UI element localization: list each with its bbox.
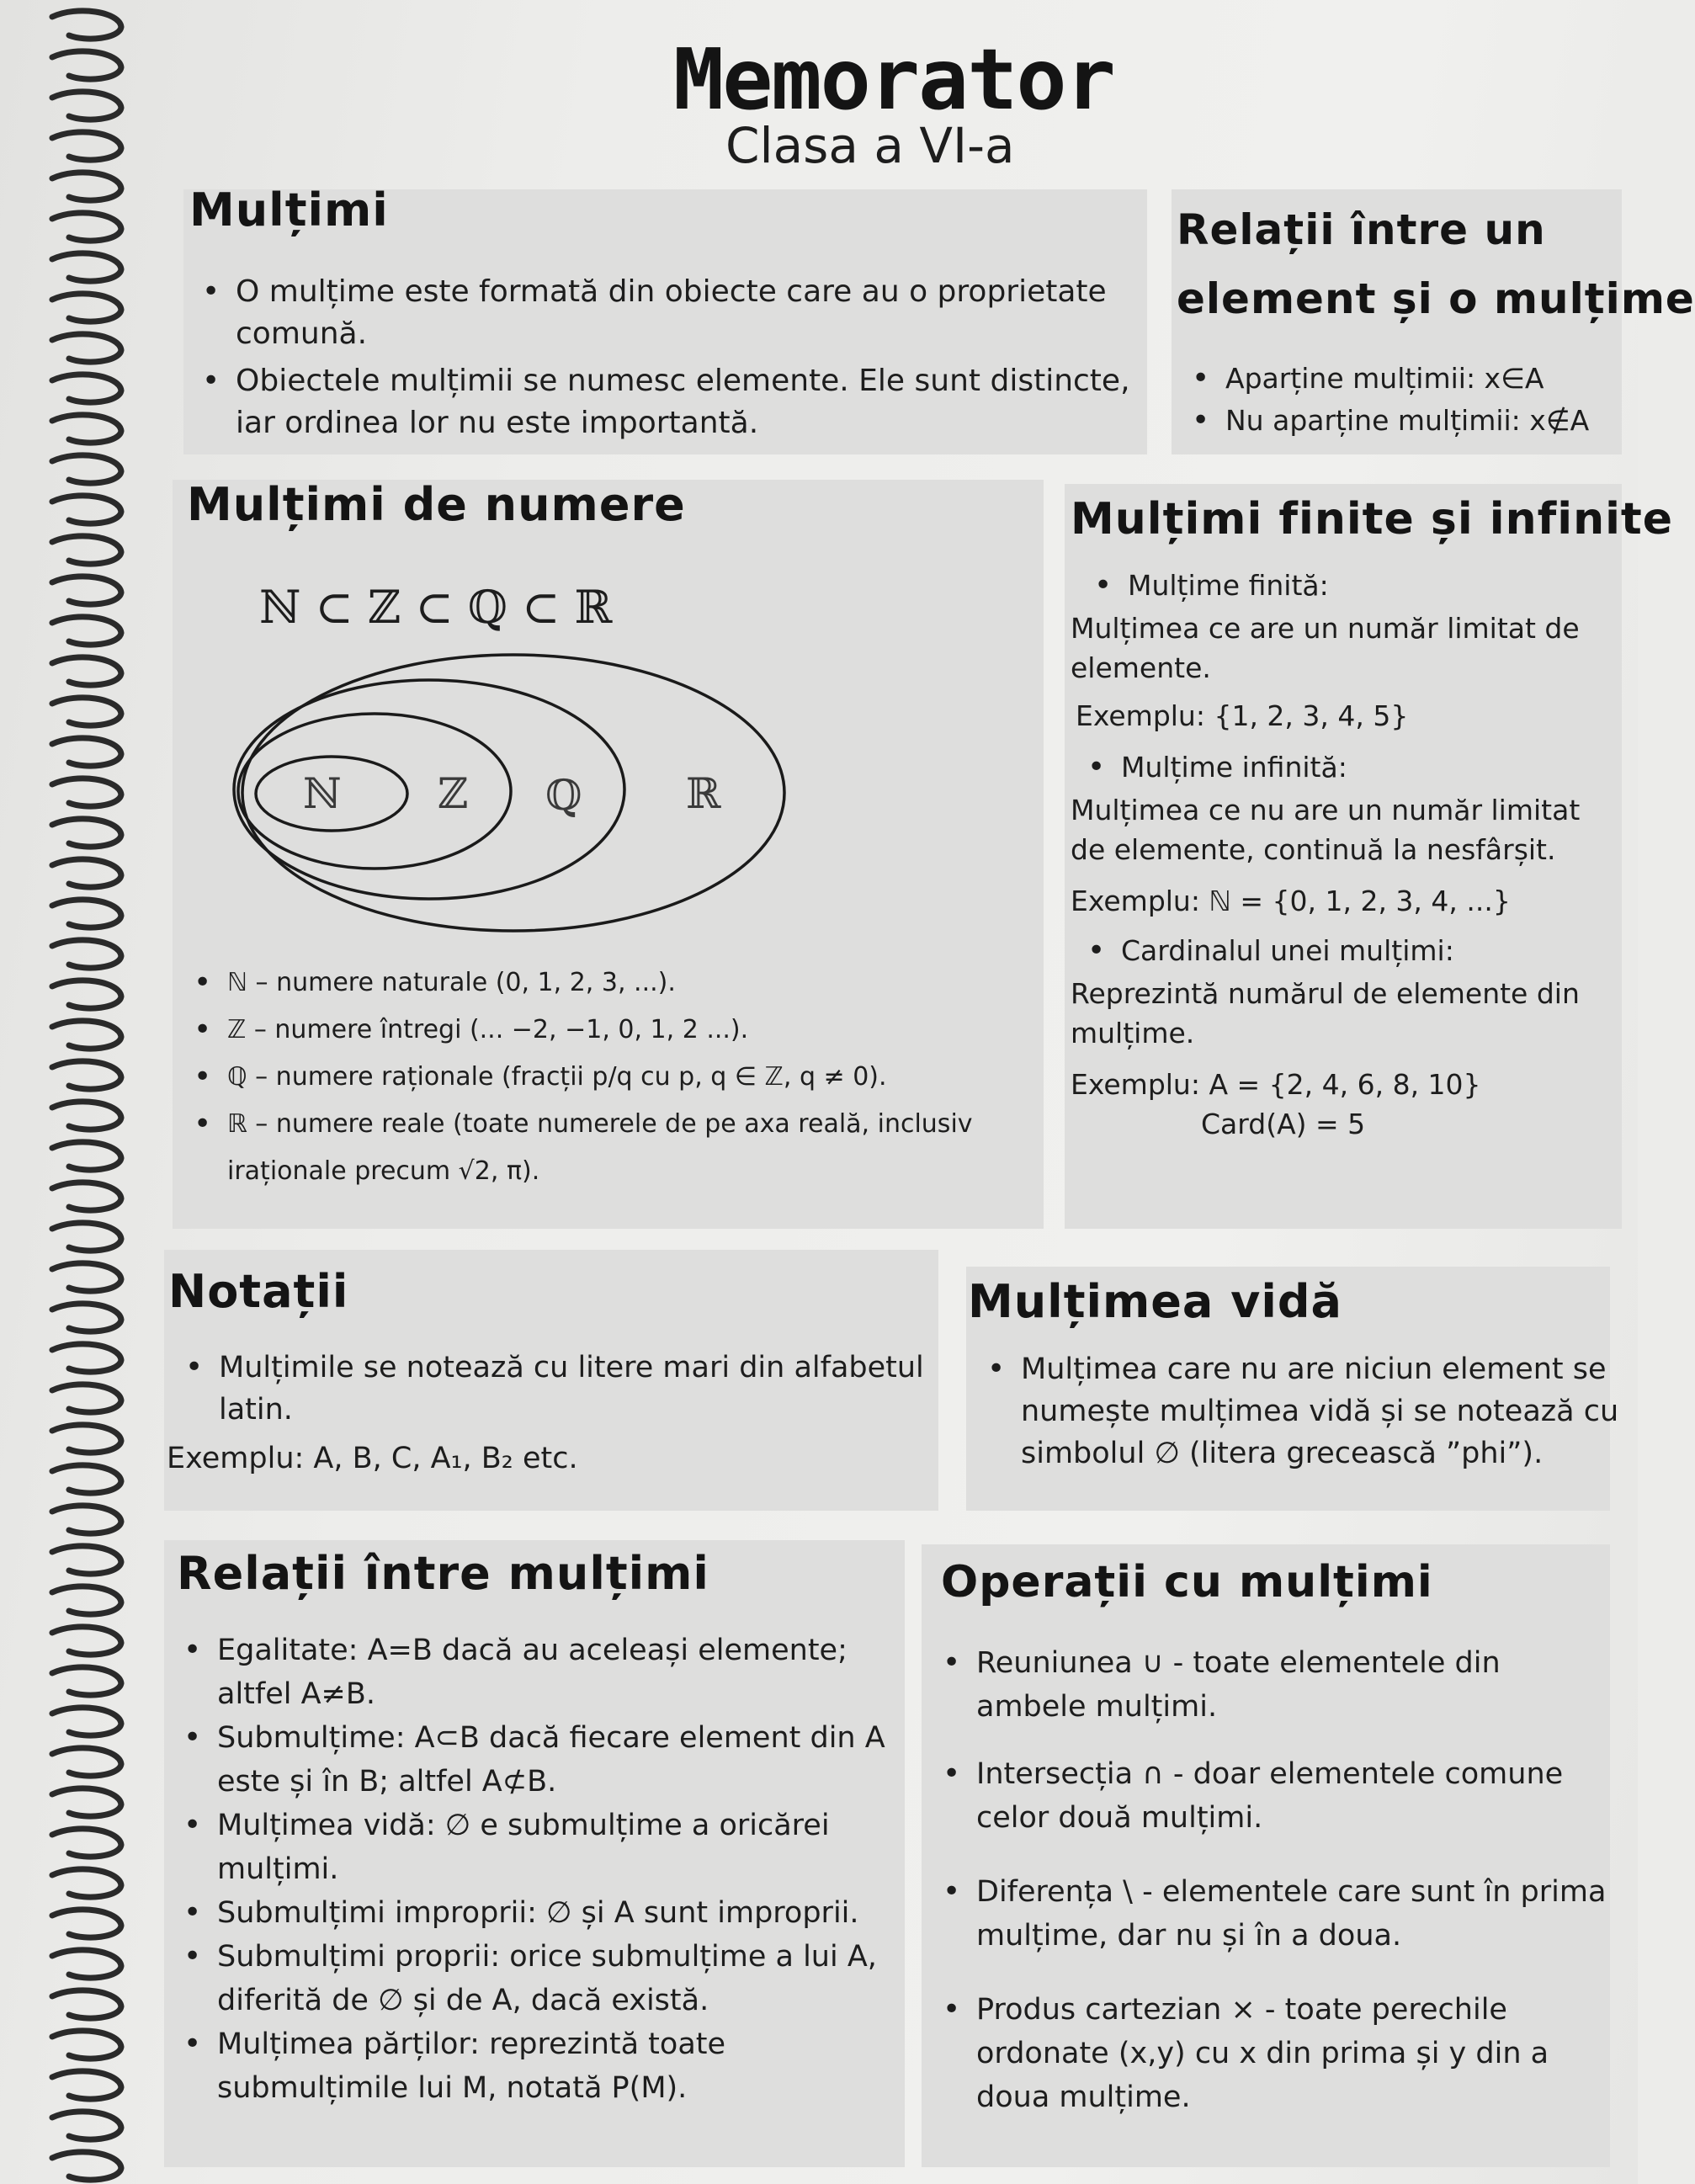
spiral-ring — [52, 1586, 121, 1614]
spiral-ring — [52, 819, 121, 847]
spiral-ring — [52, 92, 121, 120]
label-z: ℤ — [438, 769, 469, 818]
list-item: • Cardinalul unei mulțimi: — [1081, 931, 1622, 970]
list-operatii — [936, 1641, 1609, 2119]
spiral-ring — [52, 536, 121, 564]
infinita-definition: Mulțimea ce nu are un număr limitat de elemente, continuă la nesfârșit. — [1071, 794, 1581, 866]
list-item: • O mulțime este formată din obiecte care au o proprietate comună. — [195, 271, 1146, 355]
spiral-ring — [52, 1990, 121, 2018]
list-item: • Diferența \ - elementele care sunt în prima mulțime, dar nu și în a doua. — [936, 1870, 1609, 1958]
spiral-ring — [52, 657, 121, 685]
spiral-ring — [52, 1425, 121, 1453]
spiral-ring — [52, 1788, 121, 1816]
page-title: Memorator — [673, 30, 1114, 129]
spiral-ring — [52, 1061, 121, 1089]
spiral-ring — [52, 1102, 121, 1129]
list-item: • Aparține mulțimii: x∈A — [1185, 358, 1623, 400]
list-item: • Mulțimile se notează cu litere mari din alfabetul latin. — [178, 1347, 936, 1431]
card-example: Exemplu: A = {2, 4, 6, 8, 10} — [1071, 1068, 1481, 1101]
list-item: • Mulțimea părților: reprezintă toate submulțimile lui M, notată P(M). — [177, 2022, 909, 2110]
spiral-ring — [52, 1304, 121, 1331]
spiral-ring — [52, 253, 121, 281]
spiral-ring — [52, 1263, 121, 1291]
spiral-ring — [52, 1021, 121, 1049]
venn-diagram — [227, 648, 800, 934]
spiral-ring — [52, 738, 121, 766]
list-item: • Submulțimi proprii: orice submulțime a lui A, diferită de ∅ și de A, dacă există. — [177, 1935, 909, 2022]
list-item: • Submulțimi improprii: ∅ și A sunt improprii. — [177, 1891, 909, 1935]
spiral-binding — [44, 0, 136, 2184]
spiral-ring — [52, 132, 121, 160]
spiral-ring — [52, 2031, 121, 2059]
spiral-ring — [52, 1182, 121, 1210]
heading-finite: Mulțimi finite și infinite — [1071, 494, 1674, 545]
spiral-ring — [52, 294, 121, 321]
spiral-ring — [52, 1748, 121, 1776]
spiral-ring — [52, 2152, 121, 2180]
list-item: • Intersecția ∩ - doar elementele comune celor două mulțimi. — [936, 1752, 1609, 1840]
spiral-ring — [52, 2112, 121, 2139]
list-notatii — [178, 1347, 936, 1431]
heading-relatii-element-2: element și o mulțime — [1177, 274, 1695, 323]
list-item: • ℚ – numere raționale (fracții p/q cu p, q ∈ ℤ, q ≠ 0). — [187, 1054, 1037, 1101]
spiral-ring — [52, 940, 121, 968]
heading-notatii: Notații — [168, 1265, 349, 1318]
spiral-ring — [52, 1627, 121, 1655]
spiral-ring — [52, 1223, 121, 1251]
list-item: • Mulțime finită: — [1087, 566, 1622, 605]
label-q: ℚ — [545, 771, 582, 820]
finita-definition: Mulțimea ce are un număr limitat de elemente. — [1071, 612, 1580, 684]
spiral-ring — [52, 415, 121, 443]
list-item: • Mulțimea care nu are niciun element se numește mulțimea vidă și se notează cu simbolul ∅ (litera grecească ”phi”). — [980, 1348, 1620, 1475]
spiral-ring — [52, 1869, 121, 1897]
spiral-ring — [52, 375, 121, 402]
heading-operatii: Operații cu mulțimi — [941, 1557, 1433, 1607]
finite-block — [1071, 566, 1622, 1144]
spiral-ring — [52, 698, 121, 725]
spiral-ring — [52, 496, 121, 523]
spiral-ring — [52, 455, 121, 483]
list-vida — [980, 1348, 1620, 1475]
spiral-ring — [52, 1950, 121, 1978]
list-multimi — [195, 271, 1146, 444]
heading-multimi: Mulțimi — [189, 183, 389, 236]
list-relatii-multimi — [177, 1629, 909, 2110]
card-definition: Reprezintă numărul de elemente din mulțime. — [1071, 977, 1580, 1049]
spiral-ring — [52, 334, 121, 362]
list-item: • Mulțime infinită: — [1081, 747, 1622, 787]
heading-relatii-element-1: Relații între un — [1177, 205, 1546, 254]
spiral-ring — [52, 1708, 121, 1735]
list-item: • Produs cartezian × - toate perechile ordonate (x,y) cu x din prima și y din a doua mulțime. — [936, 1988, 1609, 2119]
heading-relatii-multimi: Relații între mulțimi — [177, 1547, 709, 1600]
spiral-ring — [52, 617, 121, 645]
list-item: • Mulțimea vidă: ∅ e submulțime a oricărei mulțimi. — [177, 1804, 909, 1891]
list-item: • ℝ – numere reale (toate numerele de pe axa reală, inclusiv iraționale precum √2, π). — [187, 1101, 1037, 1195]
spiral-ring — [52, 51, 121, 79]
spiral-ring — [52, 1384, 121, 1412]
list-item: • Obiectele mulțimii se numesc elemente. Ele sunt distincte, iar ordinea lor nu este importantă. — [195, 360, 1146, 444]
label-n: ℕ — [303, 769, 342, 818]
page-subtitle: Clasa a VI-a — [725, 117, 1015, 174]
number-set-chain: ℕ ⊂ ℤ ⊂ ℚ ⊂ ℝ — [259, 581, 613, 634]
card-value: Card(A) = 5 — [1201, 1108, 1366, 1140]
notatii-example: Exemplu: A, B, C, A₁, B₂ etc. — [167, 1442, 578, 1475]
heading-numere: Mulțimi de numere — [187, 478, 686, 531]
spiral-ring — [52, 980, 121, 1008]
spiral-ring — [52, 1829, 121, 1857]
list-item: • Submulțime: A⊂B dacă fiecare element din A este și în B; altfel A⊄B. — [177, 1716, 909, 1804]
list-item: • Reuniunea ∪ - toate elementele din ambele mulțimi. — [936, 1641, 1609, 1729]
heading-vida: Mulțimea vidă — [968, 1275, 1342, 1328]
spiral-ring — [52, 1142, 121, 1170]
list-item: • Egalitate: A=B dacă au aceleași elemente; altfel A≠B. — [177, 1629, 909, 1716]
spiral-ring — [52, 577, 121, 604]
spiral-ring — [52, 778, 121, 806]
spiral-ring — [52, 859, 121, 887]
finita-example: Exemplu: {1, 2, 3, 4, 5} — [1076, 699, 1409, 732]
spiral-ring — [52, 1465, 121, 1493]
spiral-ring — [52, 213, 121, 241]
spiral-ring — [52, 1344, 121, 1372]
spiral-ring — [52, 2071, 121, 2099]
spiral-ring — [52, 1667, 121, 1695]
spiral-ring — [52, 900, 121, 927]
list-item: • ℤ – numere întregi (... −2, −1, 0, 1, 2 ...). — [187, 1007, 1037, 1054]
set-z-ellipse — [238, 714, 511, 869]
list-numere — [187, 959, 1037, 1195]
list-item: • Nu aparține mulțimii: x∉A — [1185, 400, 1623, 442]
spiral-ring — [52, 1910, 121, 1937]
infinita-example: Exemplu: ℕ = {0, 1, 2, 3, 4, ...} — [1071, 885, 1511, 917]
list-relatii-element — [1185, 358, 1623, 442]
label-r: ℝ — [686, 769, 721, 818]
list-item: • ℕ – numere naturale (0, 1, 2, 3, ...). — [187, 959, 1037, 1007]
spiral-ring — [52, 173, 121, 200]
spiral-ring — [52, 1506, 121, 1533]
spiral-ring — [52, 11, 121, 39]
spiral-ring — [52, 1546, 121, 1574]
